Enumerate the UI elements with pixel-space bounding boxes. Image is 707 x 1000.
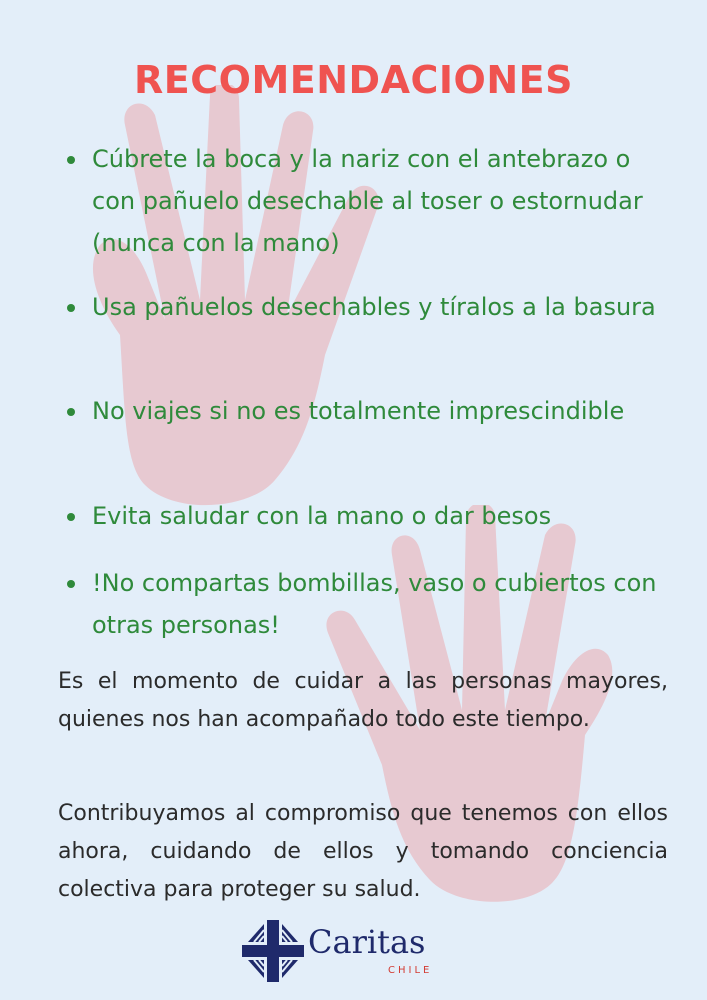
caritas-cross-icon xyxy=(240,918,306,984)
recommendation-text: Usa pañuelos desechables y tíralos a la basura xyxy=(92,293,656,321)
logo-subtitle: CHILE xyxy=(388,965,433,976)
list-item xyxy=(62,286,677,328)
list-item xyxy=(62,562,677,646)
list-item xyxy=(62,138,677,264)
list-item xyxy=(62,495,677,537)
recommendation-text: !No compartas bombillas, vaso o cubiertos con otras personas! xyxy=(92,569,657,639)
body-paragraph: Es el momento de cuidar a las personas mayores, quienes nos han acompañado todo este tiempo. xyxy=(58,669,668,732)
caritas-logo xyxy=(240,918,440,988)
bullet-icon xyxy=(67,408,75,416)
recommendation-text: Evita saludar con la mano o dar besos xyxy=(92,502,552,530)
page-title: RECOMENDACIONES xyxy=(134,58,573,102)
bullet-icon xyxy=(67,156,75,164)
bullet-icon xyxy=(67,580,75,588)
logo-name: Caritas xyxy=(308,923,426,961)
recommendation-text: Cúbrete la boca y la nariz con el antebrazo o con pañuelo desechable al toser o estornudar (nunca con la mano) xyxy=(92,145,643,257)
bullet-icon xyxy=(67,304,75,312)
body-paragraph: Contribuyamos al compromiso que tenemos con ellos ahora, cuidando de ellos y tomando conciencia colectiva para proteger su salud. xyxy=(58,801,668,902)
recommendation-text: No viajes si no es totalmente imprescindible xyxy=(92,397,625,425)
bullet-icon xyxy=(67,513,75,521)
list-item xyxy=(62,390,677,432)
